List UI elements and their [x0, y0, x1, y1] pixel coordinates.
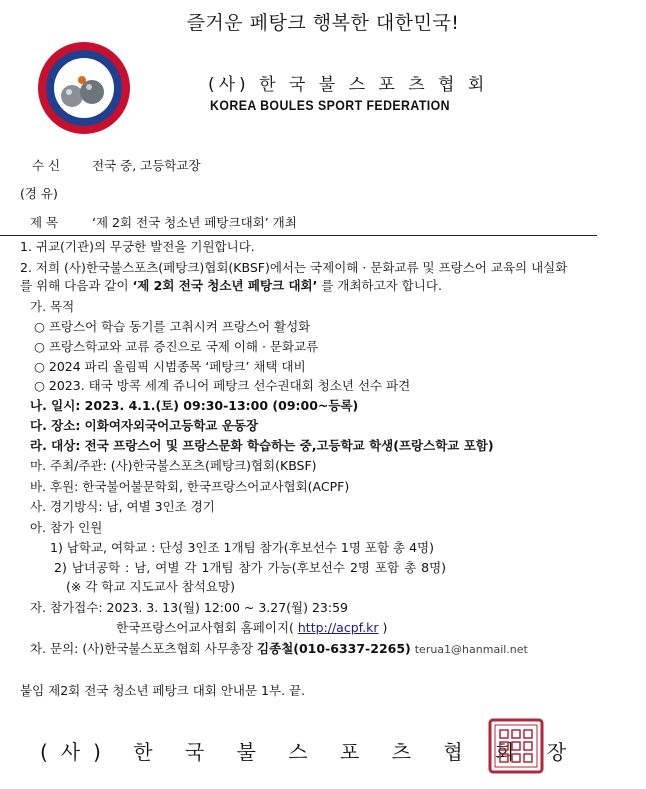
event-method: 사. 경기방식: 남, 여별 3인조 경기 [30, 499, 215, 514]
participants-item: 2) 남녀공학 : 남, 여별 각 1개팀 참가 가능(후보선수 2명 포함 총 8명) [54, 560, 447, 575]
federation-logo [36, 40, 132, 136]
participants-item: 1) 남학교, 여학교 : 단성 3인조 1개팀 참가(후보선수 1명 포함 총 4명) [50, 540, 435, 555]
official-seal-image [488, 718, 544, 774]
participants-label: 아. 참가 인원 [30, 520, 103, 535]
signature-line: (사) 한 국 불 스 포 츠 협 회 장 [40, 740, 580, 764]
paragraph-2-line-2 [20, 276, 442, 294]
registration-period: 자. 참가접수: 2023. 3. 13(월) 12:00 ~ 3.27(월) 23:59 [30, 600, 348, 615]
paragraph-2-line-1: 2. 저희 (사)한국불스포츠(페탕크)협회(KBSF)에서는 국제이해 · 문화교류 및 프랑스어 교육의 내실화 [20, 260, 568, 275]
contact-label: 차. 문의: (사)한국불스포츠협회 사무총장 [30, 641, 258, 656]
registration-site-link[interactable]: http://acpf.kr [297, 620, 379, 635]
purpose-label: 가. 목적 [30, 299, 75, 314]
recipient: 전국 중, 고등학교장 [92, 158, 201, 173]
event-place: 다. 장소: 이화여자외국어고등학교 운동장 [30, 418, 259, 433]
header-divider [0, 235, 597, 236]
org-name-english: KOREA BOULES SPORT FEDERATION [210, 97, 451, 113]
recipient-label: 수 신 [32, 158, 61, 173]
contact-email: terua1@hanmail.net [414, 643, 528, 656]
purpose-item: ○ 프랑스학교와 교류 증진으로 국제 이해 · 문화교류 [34, 339, 319, 354]
purpose-item: ○ 2023. 태국 방콕 세계 쥬니어 페탕크 선수권대회 청소년 선수 파견 [34, 378, 411, 393]
event-sponsor: 바. 후원: 한국불어불문학회, 한국프랑스어교사협회(ACPF) [30, 479, 350, 494]
registration-site-close: ) [378, 620, 388, 635]
contact-info [30, 639, 528, 657]
paragraph-1: 1. 귀교(기관)의 무궁한 발전을 기원합니다. [20, 239, 255, 254]
contact-person: 김종철(010-6337-2265) [257, 641, 411, 656]
org-name-korean: (사) 한 국 불 스 포 츠 협 회 [208, 75, 489, 95]
registration-site-label: 한국프랑스어교사협회 홈페이지( [116, 620, 298, 635]
slogan: 즐거운 페탕크 행복한 대한민국! [186, 12, 460, 34]
participants-note: (※ 각 학교 지도교사 참석요망) [66, 579, 235, 594]
document-title: ‘제 2회 전국 청소년 페탕크대회’ 개최 [92, 215, 297, 230]
purpose-item: ○ 2024 파리 올림픽 시범종목 ‘페탕크’ 채택 대비 [34, 359, 306, 374]
event-date: 나. 일시: 2023. 4.1.(토) 09:30-13:00 (09:00~등록) [30, 398, 359, 413]
purpose-item: ○ 프랑스어 학습 동기를 고취시켜 프랑스어 활성화 [34, 319, 311, 334]
attachment-note: 붙임 제2회 전국 청소년 페탕크 대회 안내문 1부. 끝. [20, 683, 306, 698]
paragraph-2-pre: 를 위해 다음과 같이 [20, 278, 133, 293]
via-label: (경 유) [20, 186, 58, 201]
registration-site [116, 618, 387, 636]
paragraph-2-event-name: ‘제 2회 전국 청소년 페탕크 대회’ [132, 278, 318, 293]
paragraph-2-post: 를 개최하고자 합니다. [317, 278, 442, 293]
event-host: 마. 주최/주관: (사)한국불스포츠(페탕크)협회(KBSF) [30, 458, 317, 473]
event-target: 라. 대상: 전국 프랑스어 및 프랑스문화 학습하는 중,고등학교 학생(프랑스학교 포함) [30, 438, 494, 453]
title-label: 제 목 [30, 215, 59, 230]
